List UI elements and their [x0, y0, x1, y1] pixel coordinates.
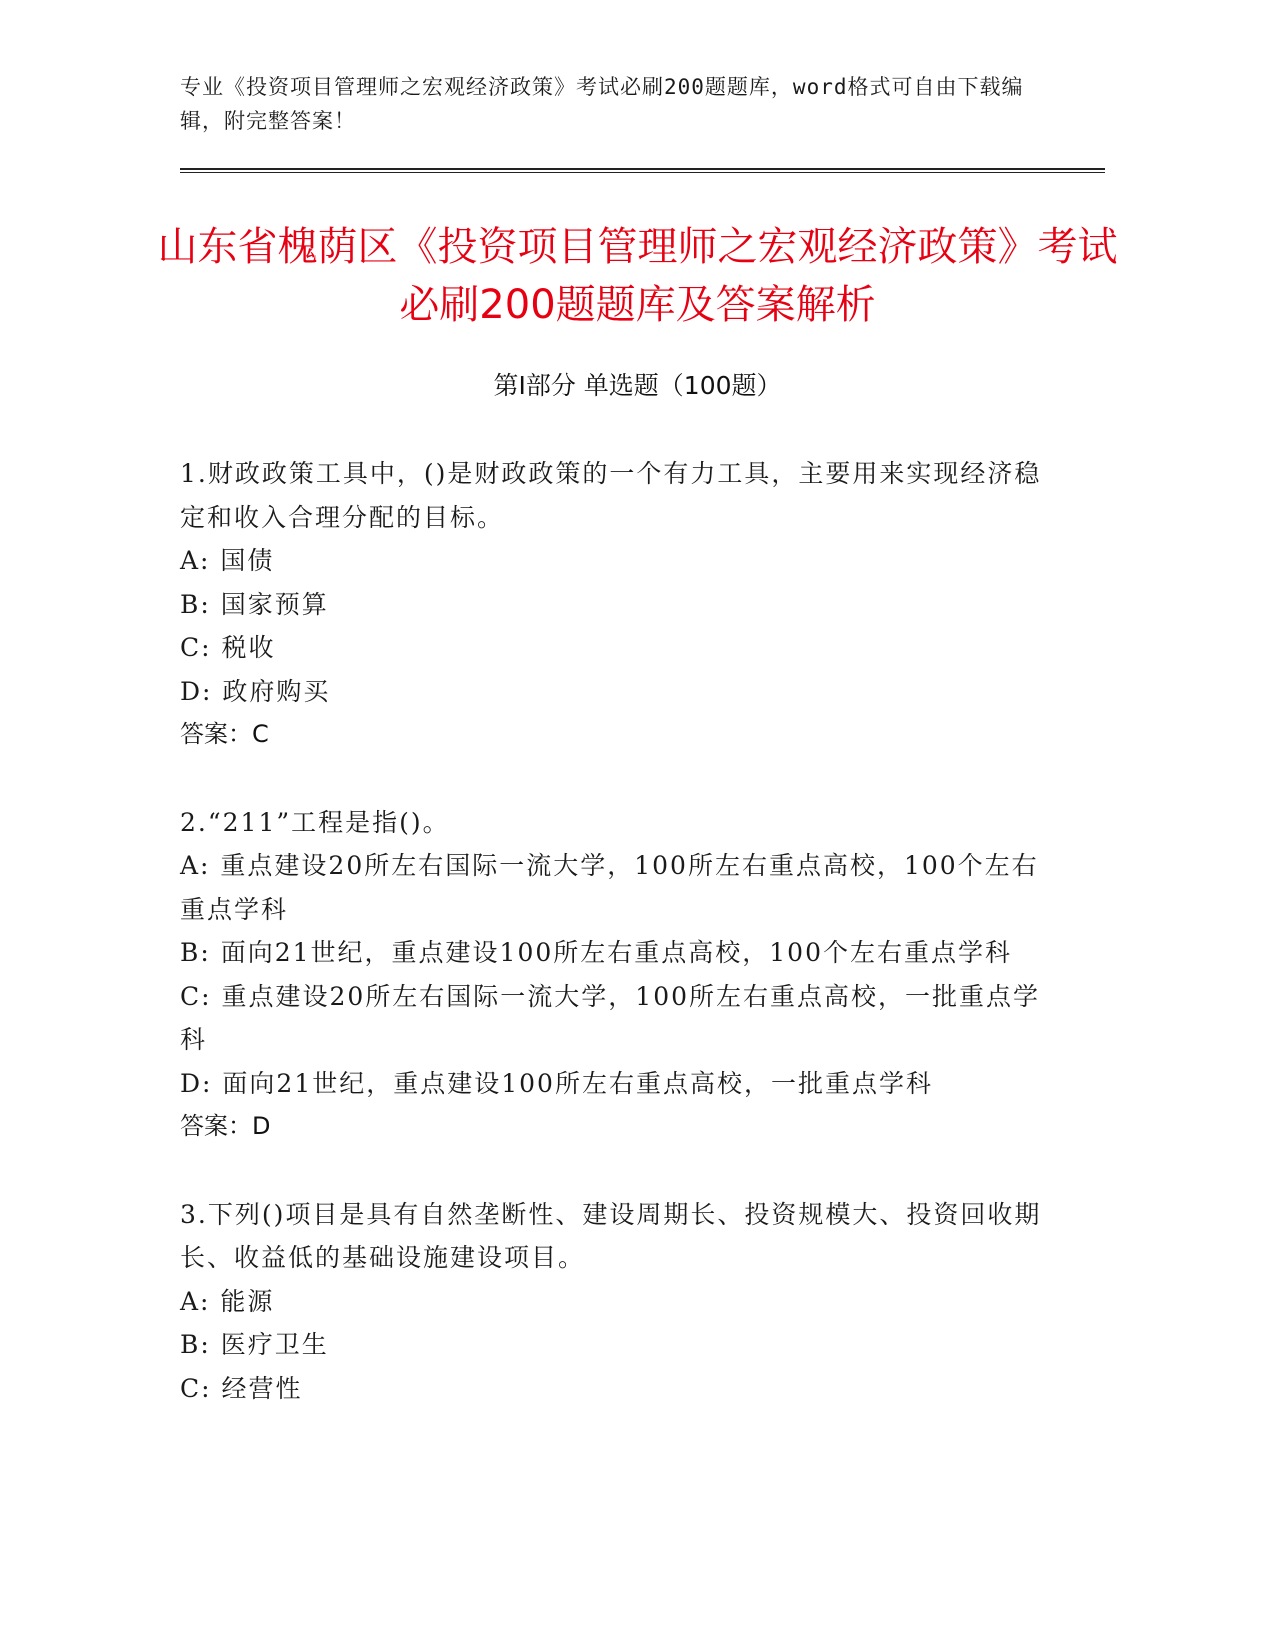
option-b: B: 面向21世纪，重点建设100所左右重点高校，100个左右重点学科: [180, 938, 1012, 967]
question-list: [180, 452, 1050, 1454]
option-a: A: 能源: [180, 1286, 275, 1316]
question-text: 2.“211”工程是指()。: [180, 807, 450, 837]
answer: 答案：C: [180, 720, 269, 748]
question-text: 3.下列()项目是具有自然垄断性、建设周期长、投资规模大、投资回收期长、收益低的基础设施建设项目。: [180, 1199, 1042, 1272]
document-title: 山东省槐荫区《投资项目管理师之宏观经济政策》考试必刷200题题库及答案解析: [157, 224, 1118, 328]
option-c: C: 税收: [180, 633, 276, 662]
question-text: 1.财政政策工具中，()是财政政策的一个有力工具，主要用来实现经济稳定和收入合理分配的目标。: [180, 459, 1042, 532]
question-1: [180, 452, 1050, 757]
question-2: [180, 801, 1050, 1149]
option-a: A: 重点建设20所左右国际一流大学，100所左右重点高校，100个左右重点学科: [180, 851, 1039, 924]
section-heading: 第I部分 单选题（100题）: [493, 371, 782, 400]
option-d: D: 面向21世纪，重点建设100所左右重点高校，一批重点学科: [180, 1068, 933, 1098]
option-d: D: 政府购买: [180, 676, 331, 706]
question-3: [180, 1193, 1050, 1411]
option-b: B: 国家预算: [180, 589, 329, 619]
option-a: A: 国债: [180, 546, 275, 575]
option-c: C: 重点建设20所左右国际一流大学，100所左右重点高校，一批重点学科: [180, 981, 1041, 1054]
option-b: B: 医疗卫生: [180, 1330, 329, 1359]
header-divider: [180, 168, 1105, 173]
option-c: C: 经营性: [180, 1373, 303, 1403]
header-note: 专业《投资项目管理师之宏观经济政策》考试必刷200题题库，word格式可自由下载编辑，附完整答案！: [180, 75, 1024, 133]
answer: 答案：D: [180, 1112, 271, 1140]
